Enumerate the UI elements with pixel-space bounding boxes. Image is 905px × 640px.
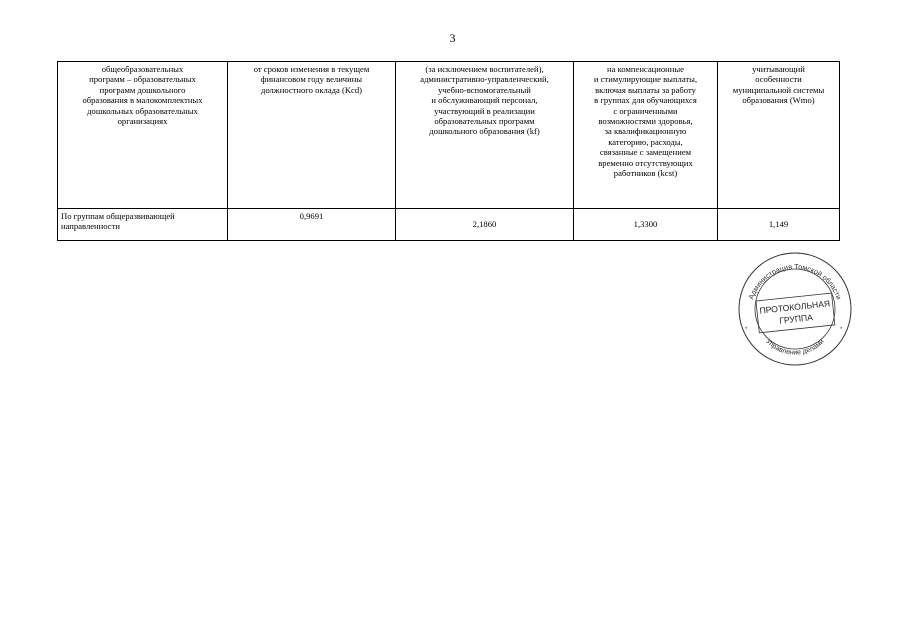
value-cell — [574, 209, 718, 241]
header-cell — [574, 62, 718, 209]
header-cell-text: учитывающий особенности муниципальной системы образования (Wmo) — [732, 64, 825, 106]
value-cell — [718, 209, 840, 241]
header-cell-text: (за исключением воспитателей), административно-управленческий, учебно-вспомогательный и обслуживающий персонал, участвующий в реализации образовательных программ дошкольного образования (kf) — [420, 64, 549, 137]
table-header-row — [58, 62, 840, 209]
stamp-line-2: ГРУППА — [778, 312, 814, 326]
official-stamp — [735, 249, 855, 369]
row-label: По группам общеразвивающей направленности — [61, 211, 175, 232]
row-label-cell — [58, 209, 228, 241]
table-row — [58, 209, 840, 241]
header-cell-text: на компенсационные и стимулирующие выплаты, включая выплаты за работу в группах для обучающихся с ограниченными возможностями здоровья, за квалификационную категорию, расходы, связанные с замещением временно отсутствующих работников (kcst) — [593, 64, 698, 179]
header-cell — [58, 62, 228, 209]
header-cell-text: общеобразовательных программ – образовательных программ дошкольного образования в малокомплектных дошкольных образовательных организациях — [82, 64, 203, 127]
value-kcd: 0,9691 — [299, 211, 324, 221]
header-cell — [228, 62, 396, 209]
value-wmo: 1,149 — [768, 219, 789, 229]
stamp-star-right: * — [840, 327, 843, 333]
value-kcst: 1,3300 — [633, 219, 658, 229]
value-kf: 2,1860 — [472, 219, 497, 229]
stamp-bottom-text: Управление делами — [764, 338, 826, 357]
stamp-outer-text: Администрация Томской области — [746, 261, 844, 301]
header-cell-text: от сроков изменения в текущем финансовом году величины должностного оклада (Kcd) — [253, 64, 370, 95]
stamp-line-1: ПРОТОКОЛЬНАЯ — [759, 298, 831, 316]
stamp-star-left: * — [745, 327, 748, 333]
value-cell — [396, 209, 574, 241]
page-number: 3 — [449, 31, 456, 45]
value-cell — [228, 209, 396, 241]
header-cell — [718, 62, 840, 209]
coefficients-table — [57, 61, 840, 241]
header-cell — [396, 62, 574, 209]
